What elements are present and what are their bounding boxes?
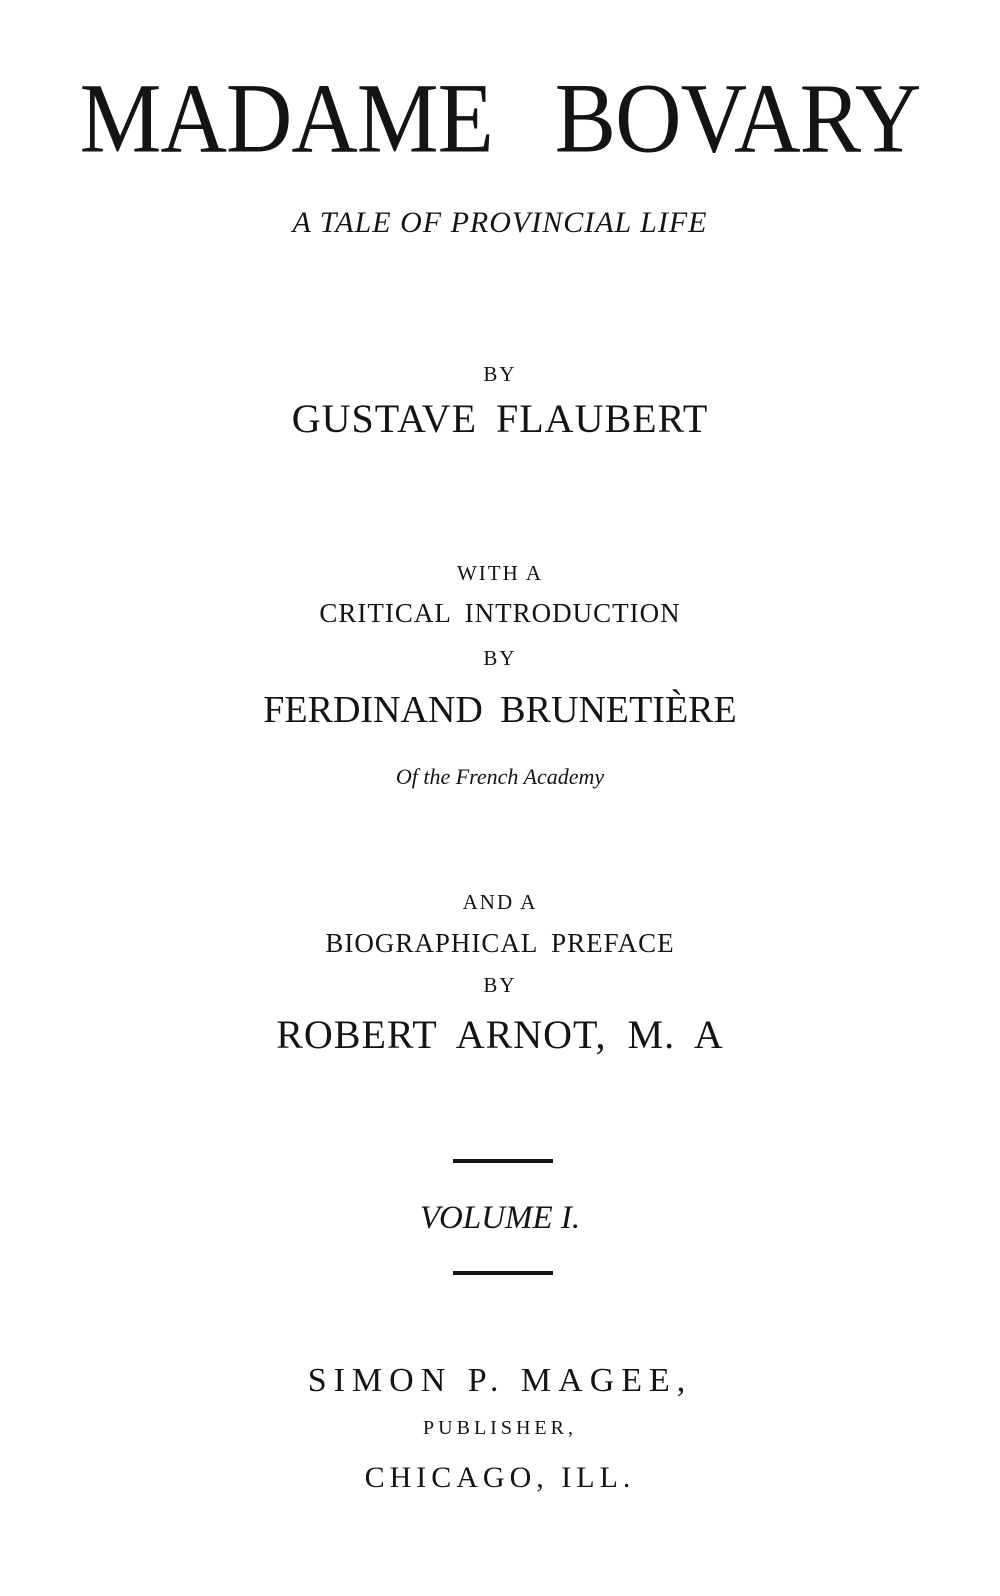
by-label-author: BY xyxy=(483,362,517,386)
volume-label: VOLUME I. xyxy=(419,1200,581,1236)
introducer-affiliation: Of the French Academy xyxy=(395,764,605,789)
book-title: MADAME BOVARY xyxy=(79,62,921,174)
critical-introduction-label: CRITICAL INTRODUCTION xyxy=(319,598,681,628)
publisher-label: PUBLISHER, xyxy=(423,1417,577,1439)
volume-rule-bottom xyxy=(453,1271,553,1275)
publisher-name: SIMON P. MAGEE, xyxy=(307,1362,693,1399)
author-name: GUSTAVE FLAUBERT xyxy=(291,396,709,441)
with-a-label: WITH A xyxy=(456,561,544,585)
by-label-preface-author: BY xyxy=(483,973,517,997)
publication-place: CHICAGO, ILL. xyxy=(364,1461,636,1494)
introducer-name: FERDINAND BRUNETIÈRE xyxy=(263,689,737,731)
volume-rule-top xyxy=(453,1159,553,1163)
preface-author-name: ROBERT ARNOT, M. A xyxy=(276,1012,724,1057)
book-subtitle: A TALE OF PROVINCIAL LIFE xyxy=(292,206,708,239)
biographical-preface-label: BIOGRAPHICAL PREFACE xyxy=(325,928,675,958)
by-label-introducer: BY xyxy=(483,646,517,670)
and-a-label: AND A xyxy=(462,890,538,914)
